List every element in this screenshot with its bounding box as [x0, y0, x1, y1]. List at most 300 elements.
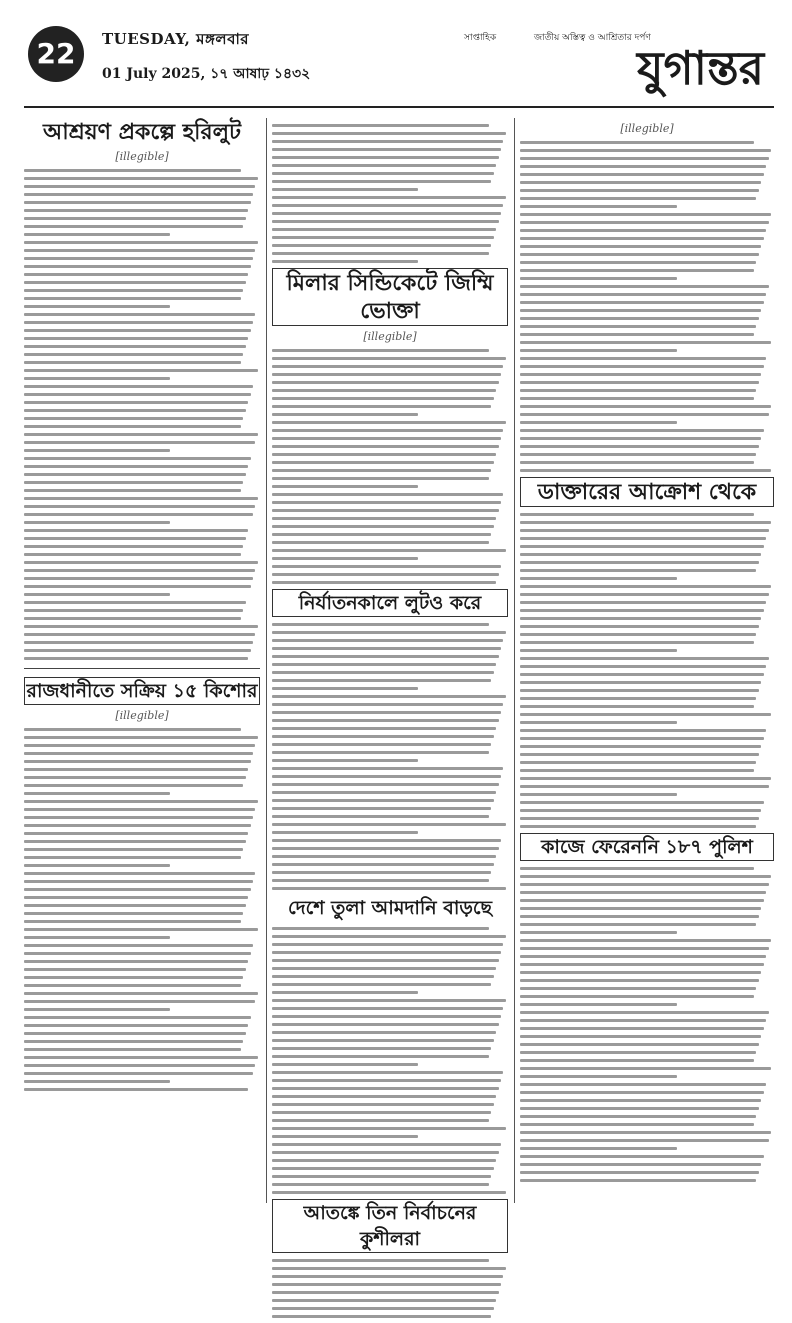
text-line [272, 381, 499, 384]
text-line [520, 309, 761, 312]
text-line [272, 212, 501, 215]
text-line [24, 449, 170, 452]
text-line [24, 952, 251, 955]
text-line [520, 891, 766, 894]
text-line [24, 497, 258, 500]
text-line [272, 1119, 489, 1122]
text-line [520, 649, 677, 652]
text-line [272, 751, 489, 754]
text-line [520, 349, 677, 352]
text-line [272, 581, 496, 584]
text-line [272, 373, 501, 376]
text-line [24, 569, 255, 572]
text-line [272, 791, 496, 794]
text-line [24, 760, 251, 763]
text-line [272, 1167, 494, 1170]
text-line [272, 445, 499, 448]
text-line [24, 856, 241, 859]
text-line [24, 848, 243, 851]
text-line [272, 549, 506, 552]
text-line [24, 185, 255, 188]
text-line [24, 529, 248, 532]
text-line [24, 920, 241, 923]
text-line [272, 533, 491, 536]
text-line [24, 585, 251, 588]
text-line [520, 1043, 759, 1046]
text-line [272, 1275, 503, 1278]
headline-box-b1 [272, 268, 508, 326]
text-line [24, 249, 255, 252]
text-line [24, 521, 170, 524]
text-line [272, 735, 494, 738]
text-line [520, 389, 756, 392]
text-line [520, 1131, 771, 1134]
text-line [24, 832, 248, 835]
text-line [272, 623, 489, 626]
text-line [272, 887, 506, 890]
text-line [520, 585, 771, 588]
text-line [520, 141, 754, 144]
text-line [24, 609, 243, 612]
text-line [520, 907, 761, 910]
text-line [520, 469, 771, 472]
text-line [272, 1299, 496, 1302]
text-line [272, 871, 491, 874]
text-line [272, 775, 501, 778]
text-line [24, 1024, 248, 1027]
headline-c1: ডাক্তারের আক্রোশ থেকে [537, 479, 757, 505]
text-line [24, 561, 258, 564]
text-line [520, 521, 771, 524]
text-line [272, 140, 503, 143]
text-line [272, 501, 501, 504]
text-line [520, 397, 754, 400]
headline-b1: মিলার সিন্ডিকেটে জিম্মি ভোক্তা [286, 270, 494, 324]
text-line [272, 767, 503, 770]
text-line [272, 927, 489, 930]
text-line [520, 883, 769, 886]
text-line [272, 975, 494, 978]
article-body-b0 [272, 124, 508, 263]
text-line [24, 297, 241, 300]
text-line [520, 697, 756, 700]
text-line [24, 1040, 243, 1043]
text-line [272, 967, 496, 970]
text-line [272, 1023, 499, 1026]
text-line [272, 727, 496, 730]
text-line [272, 1267, 506, 1270]
text-line [24, 217, 246, 220]
issue-date: 01 July 2025, ১৭ আষাঢ় ১৪৩২ [102, 66, 311, 82]
text-line [272, 935, 506, 938]
text-line [24, 201, 251, 204]
text-line [272, 719, 499, 722]
text-line [272, 220, 499, 223]
text-line [24, 265, 251, 268]
text-line [272, 1143, 501, 1146]
page-header [24, 18, 774, 108]
text-line [520, 253, 759, 256]
text-line [272, 172, 494, 175]
column-left [24, 118, 260, 1096]
text-line [520, 285, 769, 288]
text-line [272, 647, 501, 650]
text-line [272, 799, 494, 802]
text-line [24, 1088, 248, 1091]
text-line [520, 1115, 756, 1118]
headline-b3: দেশে তুলা আমদানি বাড়ছে [287, 897, 493, 919]
text-line [272, 1095, 496, 1098]
text-line [24, 553, 241, 556]
text-line [24, 800, 258, 803]
text-line [24, 657, 248, 660]
headline-c2: কাজে ফেরেননি ১৮৭ পুলিশ [541, 836, 753, 858]
text-line [24, 1048, 241, 1051]
text-line [272, 1259, 489, 1262]
text-line [272, 1183, 489, 1186]
text-line [520, 277, 677, 280]
day-label [102, 28, 249, 53]
headline-box-b4 [272, 1199, 508, 1253]
text-line [24, 649, 251, 652]
text-line [24, 752, 253, 755]
text-line [24, 736, 258, 739]
text-line [24, 1080, 170, 1083]
headline-b4: আতঙ্কে তিন নির্বাচনের কুশীলরা [303, 1202, 477, 1250]
text-line [520, 1019, 766, 1022]
text-line [272, 695, 506, 698]
text-line [272, 951, 501, 954]
text-line [520, 173, 764, 176]
text-line [520, 1163, 761, 1166]
text-line [272, 983, 491, 986]
text-line [520, 413, 769, 416]
text-line [272, 959, 499, 962]
text-line [24, 864, 170, 867]
body-illegible: [illegible] [363, 330, 417, 343]
text-line [24, 225, 243, 228]
text-line [272, 517, 496, 520]
text-line [272, 541, 489, 544]
article-body-b2 [272, 623, 508, 890]
text-line [520, 453, 756, 456]
text-line [272, 1071, 503, 1074]
text-line [520, 1179, 756, 1182]
text-line [520, 325, 756, 328]
text-line [24, 992, 258, 995]
text-line [520, 923, 756, 926]
text-line [520, 553, 761, 556]
text-line [272, 349, 489, 352]
column-middle [272, 118, 508, 1323]
text-line [520, 561, 759, 564]
text-line [520, 947, 769, 950]
page-number: 22 [28, 26, 84, 82]
text-line [520, 149, 771, 152]
text-line [520, 875, 771, 878]
text-line [520, 537, 766, 540]
text-line [24, 577, 253, 580]
body-illegible: [illegible] [620, 122, 674, 135]
text-line [272, 196, 506, 199]
text-line [24, 257, 253, 260]
text-line [24, 1008, 170, 1011]
text-line [520, 237, 764, 240]
text-line [272, 244, 491, 247]
text-line [272, 863, 494, 866]
text-line [24, 601, 246, 604]
text-line [520, 1107, 759, 1110]
text-line [272, 679, 491, 682]
text-line [272, 999, 506, 1002]
text-line [520, 793, 677, 796]
text-line [272, 437, 501, 440]
text-line [520, 301, 764, 304]
text-line [24, 473, 246, 476]
text-line [272, 1063, 418, 1066]
paper-name: যুগান্তর [637, 41, 764, 95]
text-line [24, 393, 251, 396]
text-line [520, 545, 764, 548]
text-line [520, 513, 754, 516]
text-line [24, 1056, 258, 1059]
text-line [272, 132, 506, 135]
text-line [272, 687, 418, 690]
text-line [520, 971, 761, 974]
text-line [24, 353, 243, 356]
text-line [520, 373, 761, 376]
text-line [24, 928, 258, 931]
text-line [272, 655, 499, 658]
text-line [272, 236, 494, 239]
newspaper-page [24, 18, 774, 1250]
text-line [272, 759, 418, 762]
day-bn: মঙ্গলবার [196, 30, 250, 48]
text-line [520, 213, 771, 216]
text-line [24, 233, 170, 236]
text-line [272, 703, 503, 706]
text-line [520, 737, 764, 740]
text-line [272, 855, 496, 858]
text-line [272, 156, 499, 159]
text-line [272, 1103, 494, 1106]
text-line [24, 401, 248, 404]
text-line [272, 509, 499, 512]
text-line [24, 776, 246, 779]
text-line [24, 537, 246, 540]
text-line [520, 421, 677, 424]
text-line [24, 505, 255, 508]
text-line [520, 429, 764, 432]
text-line [24, 968, 246, 971]
text-line [272, 1031, 496, 1034]
day-en: TUESDAY, [102, 30, 191, 48]
text-line [520, 1155, 764, 1158]
text-line [272, 260, 418, 263]
text-line [520, 341, 771, 344]
text-line [520, 221, 769, 224]
text-line [520, 979, 759, 982]
text-line [272, 357, 506, 360]
section-divider [24, 668, 260, 669]
text-line [24, 976, 243, 979]
text-line [520, 657, 769, 660]
text-line [24, 241, 258, 244]
column-rule [266, 118, 267, 1203]
text-line [520, 673, 764, 676]
text-line [24, 513, 253, 516]
text-line [24, 409, 246, 412]
text-line [24, 1072, 253, 1075]
text-line [520, 189, 759, 192]
text-line [520, 1147, 677, 1150]
text-line [272, 879, 489, 882]
text-line [272, 847, 499, 850]
text-line [272, 1151, 499, 1154]
text-line [520, 245, 761, 248]
body-illegible: [illegible] [115, 709, 169, 722]
text-line [520, 617, 761, 620]
text-line [520, 437, 761, 440]
text-line [520, 995, 754, 998]
text-line [24, 872, 255, 875]
text-line [520, 317, 759, 320]
text-line [24, 321, 253, 324]
text-line [272, 397, 494, 400]
article-body-c1 [520, 513, 774, 828]
masthead-tagline-left: সাপ্তাহিক [464, 33, 497, 43]
masthead-tagline-right: জাতীয় অস্তিত্ব ও আশ্রিতার দর্পণ [534, 33, 651, 43]
text-line [272, 671, 494, 674]
text-line [520, 1171, 759, 1174]
text-line [272, 180, 491, 183]
headline-box-b2 [272, 589, 508, 617]
text-line [272, 1135, 418, 1138]
text-line [272, 413, 418, 416]
text-line [520, 261, 756, 264]
text-line [272, 823, 506, 826]
text-line [272, 1191, 506, 1194]
text-line [520, 601, 766, 604]
text-line [24, 209, 248, 212]
text-line [24, 273, 248, 276]
text-line [272, 1047, 491, 1050]
text-line [272, 1055, 489, 1058]
text-line [272, 639, 503, 642]
text-line [520, 769, 754, 772]
text-line [24, 625, 258, 628]
text-line [24, 744, 255, 747]
text-line [24, 385, 253, 388]
text-line [272, 743, 491, 746]
text-line [520, 817, 759, 820]
text-line [520, 721, 677, 724]
text-line [272, 1175, 491, 1178]
text-line [272, 783, 499, 786]
text-line [520, 293, 766, 296]
text-line [24, 313, 255, 316]
text-line [272, 565, 501, 568]
text-line [24, 984, 241, 987]
text-line [272, 631, 506, 634]
text-line [272, 453, 496, 456]
text-line [272, 493, 503, 496]
text-line [520, 357, 766, 360]
text-line [24, 633, 255, 636]
text-line [24, 433, 258, 436]
text-line [24, 1064, 255, 1067]
text-line [272, 469, 491, 472]
text-line [272, 991, 418, 994]
text-line [520, 665, 766, 668]
text-line [520, 1051, 756, 1054]
article-body-b3 [272, 927, 508, 1194]
text-line [272, 1307, 494, 1310]
text-line [24, 824, 251, 827]
text-line [272, 943, 503, 946]
text-line [24, 377, 170, 380]
text-line [24, 305, 170, 308]
text-line [520, 955, 766, 958]
text-line [272, 525, 494, 528]
article-body-c2 [520, 867, 774, 1182]
text-line [272, 1111, 491, 1114]
text-line [520, 633, 756, 636]
text-line [272, 429, 503, 432]
text-line [272, 807, 491, 810]
text-line [24, 369, 258, 372]
text-line [272, 164, 496, 167]
text-line [520, 157, 769, 160]
text-line [24, 193, 253, 196]
headline-a2: রাজধানীতে সক্রিয় ১৫ কিশোর [26, 680, 258, 702]
text-line [520, 809, 761, 812]
text-line [272, 839, 501, 842]
text-line [272, 1007, 503, 1010]
text-line [520, 181, 761, 184]
text-line [520, 333, 754, 336]
text-line [24, 792, 170, 795]
headline-b2: নির্যাতনকালে লুটও করে [298, 592, 482, 614]
text-line [520, 825, 756, 828]
text-line [520, 987, 756, 990]
text-line [520, 529, 769, 532]
text-line [24, 425, 241, 428]
text-line [24, 808, 255, 811]
text-line [520, 205, 677, 208]
text-line [24, 888, 251, 891]
text-line [272, 1291, 499, 1294]
text-line [272, 711, 501, 714]
text-line [520, 609, 764, 612]
text-line [24, 337, 248, 340]
text-line [24, 617, 241, 620]
text-line [520, 1003, 677, 1006]
text-line [272, 252, 489, 255]
text-line [272, 815, 489, 818]
text-line [24, 593, 170, 596]
text-line [520, 381, 759, 384]
text-line [24, 904, 246, 907]
column-right [520, 118, 774, 1187]
text-line [520, 939, 771, 942]
text-line [24, 1000, 255, 1003]
text-line [24, 768, 248, 771]
body-illegible: [illegible] [115, 150, 169, 163]
text-line [272, 405, 491, 408]
text-line [24, 289, 243, 292]
article-body-b1 [272, 349, 508, 584]
